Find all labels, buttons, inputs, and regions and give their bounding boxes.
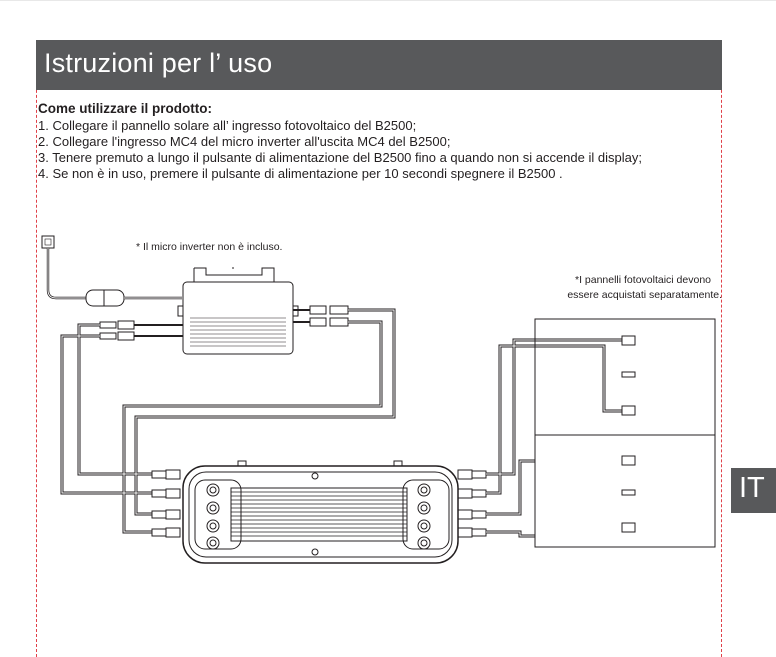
b2500-battery (183, 461, 458, 563)
panels-sold-separately-note-line1: *I pannelli fotovoltaici devono (574, 274, 711, 286)
instruction-step-4: 4. Se non è in uso, premere il pulsante di alimentazione per 10 secondi spegnere il B2500 . (38, 166, 563, 181)
micro-inverter (178, 268, 298, 354)
inverter-not-included-note: * Il micro inverter non è incluso. (136, 241, 283, 253)
b2500-left-mc4-connectors (152, 470, 180, 537)
instruction-step-1: 1. Collegare il pannello solare all’ ingresso fotovoltaico del B2500; (38, 118, 417, 133)
page-title: Istruzioni per l’ uso (44, 48, 273, 78)
inverter-to-b2500-cables-inner (62, 310, 394, 532)
ac-plug-icon (42, 236, 86, 298)
solar-panel-bottom (535, 435, 715, 547)
panels-sold-separately-note-line2: essere acquistati separatamente. (567, 289, 722, 301)
ac-cable-ferrite (86, 290, 182, 306)
instruction-step-3: 3. Tenere premuto a lungo il pulsante di alimentazione del B2500 fino a quando non si accende il display; (38, 150, 642, 165)
inverter-mc4-connectors (100, 306, 348, 340)
solar-panel-top (535, 319, 715, 438)
language-tab (731, 468, 776, 513)
b2500-right-mc4-connectors (458, 470, 486, 537)
instruction-step-2: 2. Collegare l'ingresso MC4 del micro inverter all'uscita MC4 del B2500; (38, 134, 451, 149)
language-tab-label: IT (739, 472, 765, 504)
inverter-to-b2500-cables (62, 310, 394, 532)
instructions-heading: Come utilizzare il prodotto: (38, 101, 212, 116)
